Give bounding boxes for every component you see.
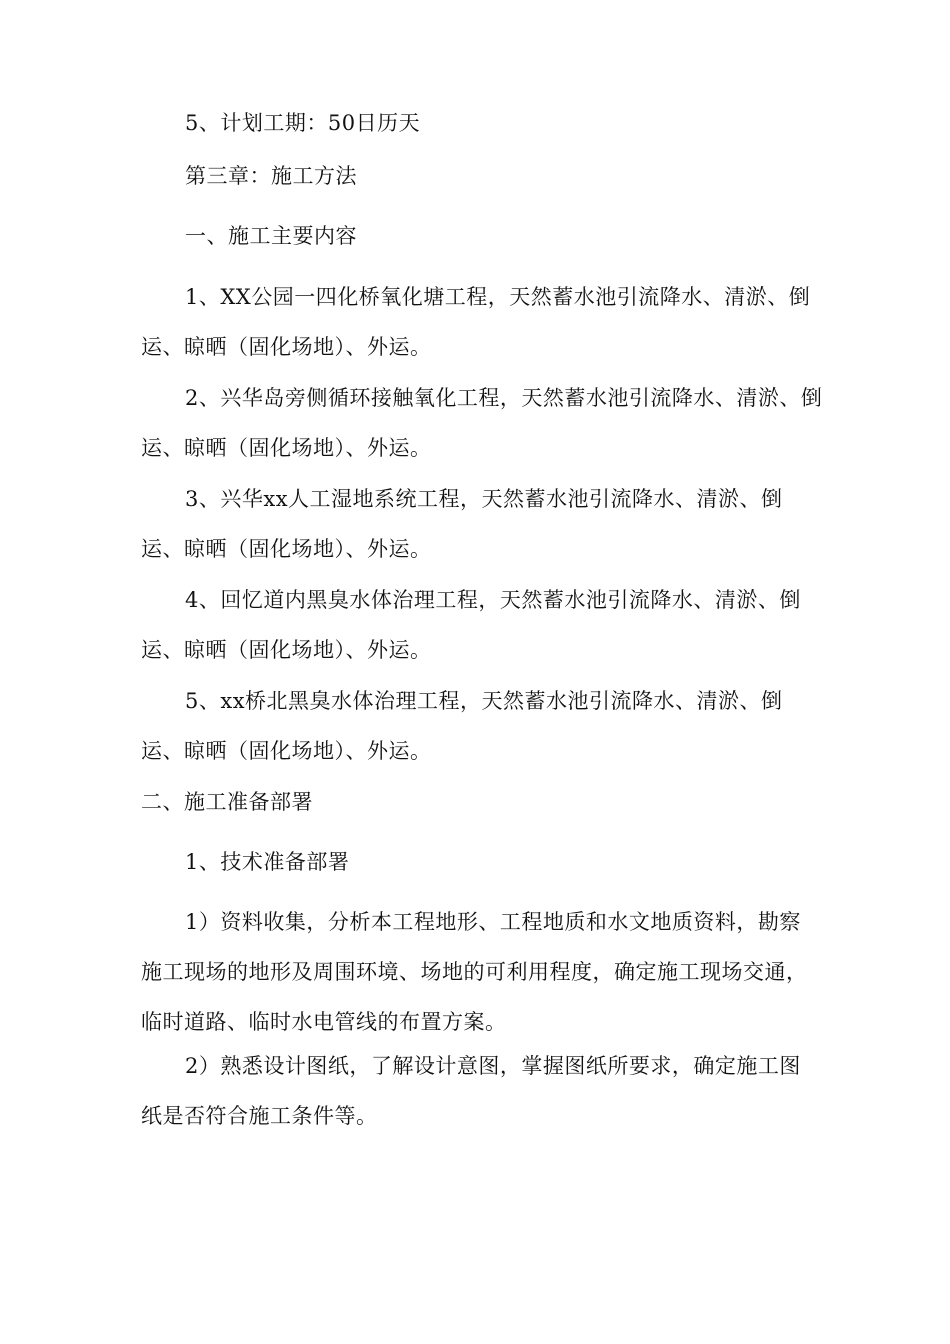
list-item-3: 3、兴华xx人工湿地系统工程，天然蓄水池引流降水、清淤、倒运、晾晒（固化场地）、外运。 — [141, 487, 783, 561]
section-heading-main-content: 一、施工主要内容 — [185, 224, 357, 248]
subsection-heading-technical: 1、技术准备部署 — [185, 850, 350, 874]
list-item-2: 2、兴华岛旁侧循环接触氧化工程，天然蓄水池引流降水、清淤、倒运、晾晒（固化场地）、外运。 — [141, 386, 823, 460]
section-heading-preparation: 二、施工准备部署 — [141, 790, 313, 814]
list-item-4: 4、回忆道内黑臭水体治理工程，天然蓄水池引流降水、清淤、倒运、晾晒（固化场地）、外运。 — [141, 588, 801, 662]
paragraph-schedule: 5、计划工期：50日历天 — [185, 111, 421, 135]
chapter-heading: 第三章：施工方法 — [185, 164, 357, 188]
list-item-5: 5、xx桥北黑臭水体治理工程，天然蓄水池引流降水、清淤、倒运、晾晒（固化场地）、外运。 — [141, 689, 783, 763]
list-item-data-collection: 1）资料收集，分析本工程地形、工程地质和水文地质资料，勘察施工现场的地形及周围环境、场地的可利用程度，确定施工现场交通，临时道路、临时水电管线的布置方案。 — [141, 910, 808, 1034]
list-item-drawings: 2）熟悉设计图纸，了解设计意图，掌握图纸所要求，确定施工图纸是否符合施工条件等。 — [141, 1054, 801, 1128]
list-item-1: 1、XX公园一四化桥氧化塘工程，天然蓄水池引流降水、清淤、倒运、晾晒（固化场地）、外运。 — [141, 285, 811, 359]
